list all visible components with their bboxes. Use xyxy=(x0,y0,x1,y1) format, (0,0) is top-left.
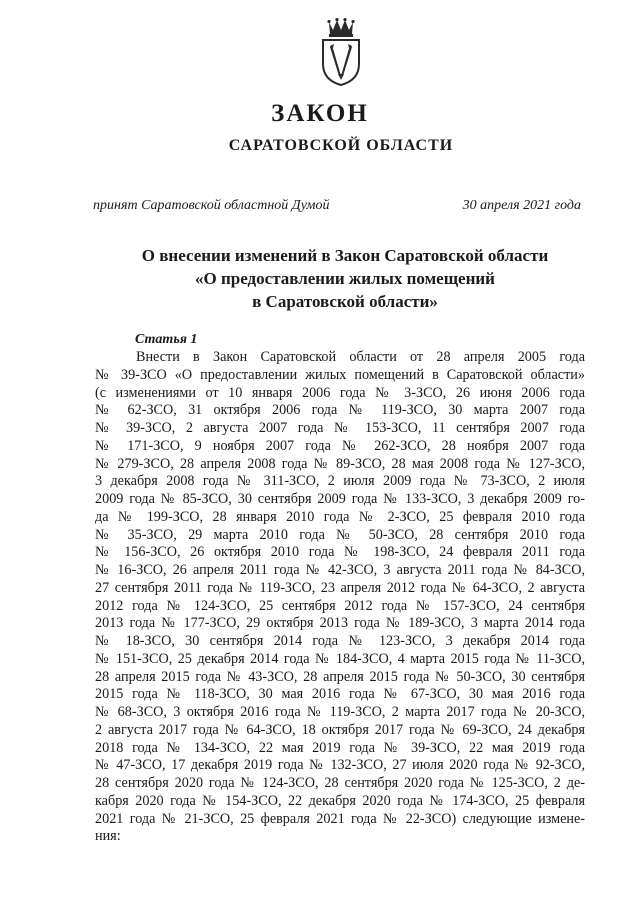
article-text-line: 28 сентября 2020 года № 124-ЗСО, 28 сентября 2020 года № 125-ЗСО, 2 де- xyxy=(95,775,585,791)
article-text-line: (с изменениями от 10 января 2006 года № 3-ЗСО, 26 июня 2006 года xyxy=(95,384,585,401)
article-text-line: 2009 года № 85-ЗСО, 30 сентября 2009 года № 133-ЗСО, 3 декабря 2009 го- xyxy=(95,491,585,507)
document-title-line: О внесении изменений в Закон Саратовской области xyxy=(141,246,549,265)
article-text-line: Внести в Закон Саратовской области от 28 апреля 2005 года xyxy=(136,349,585,365)
article-text-line: № 156-ЗСО, 26 октября 2010 года № 198-ЗСО, 24 февраля 2011 года xyxy=(95,544,585,561)
article-text-line: № 151-ЗСО, 25 декабря 2014 года № 184-ЗСО, 4 марта 2015 года № 11-ЗСО, xyxy=(95,650,585,667)
article-text-line: 2015 года № 118-ЗСО, 30 мая 2016 года № 67-ЗСО, 30 мая 2016 года xyxy=(95,686,585,703)
article-text-line: 27 сентября 2011 года № 119-ЗСО, 23 апреля 2012 года № 64-ЗСО, 2 августа xyxy=(95,579,585,596)
article-text-line: 2018 года № 134-ЗСО, 22 мая 2019 года № 39-ЗСО, 22 мая 2019 года xyxy=(95,739,585,756)
article-text-line: 2 августа 2017 года № 64-ЗСО, 18 октября 2017 года № 69-ЗСО, 24 декабря xyxy=(95,721,585,738)
article-text-line: № 279-ЗСО, 28 апреля 2008 года № 89-ЗСО, 28 мая 2008 года № 127-ЗСО, xyxy=(95,455,585,472)
article-text-line: кабря 2020 года № 154-ЗСО, 22 декабря 2020 года № 174-ЗСО, 25 февраля xyxy=(95,792,585,809)
document-title xyxy=(0,244,640,313)
adopted-by: принят Саратовской областной Думой xyxy=(93,198,330,213)
article-text-line: № 35-ЗСО, 29 марта 2010 года № 50-ЗСО, 28 сентября 2010 года xyxy=(95,526,585,543)
article-text-line: 2021 года № 21-ЗСО, 25 февраля 2021 года № 22-ЗСО) следующие измене- xyxy=(95,810,585,827)
article-text-line: № 16-ЗСО, 26 апреля 2011 года № 42-ЗСО, 3 августа 2011 года № 84-ЗСО, xyxy=(95,562,585,578)
adopted-date: 30 апреля 2021 года xyxy=(462,198,581,213)
saratov-coat-of-arms-icon xyxy=(319,18,363,86)
document-title-line: в Саратовской области» xyxy=(252,292,438,311)
document-title-line: «О предоставлении жилых помещений xyxy=(195,269,495,288)
article-text-line: 3 декабря 2008 года № 311-ЗСО, 2 июля 2009 года № 73-ЗСО, 2 июля xyxy=(95,473,585,490)
article-text-line: № 62-ЗСО, 31 октября 2006 года № 119-ЗСО, 30 марта 2007 года xyxy=(95,402,585,419)
article-text-line: 2013 года № 177-ЗСО, 29 октября 2013 года № 189-ЗСО, 3 марта 2014 года xyxy=(95,615,585,632)
article-text-line: № 68-ЗСО, 3 октября 2016 года № 119-ЗСО, 2 марта 2017 года № 20-ЗСО, xyxy=(95,704,585,720)
article-text-line: № 171-ЗСО, 9 ноября 2007 года № 262-ЗСО, 28 ноября 2007 года xyxy=(95,437,585,454)
article-body xyxy=(95,349,585,846)
article-text-line: 28 апреля 2015 года № 43-ЗСО, 28 апреля 2015 года № 50-ЗСО, 30 сентября xyxy=(95,668,585,685)
article-text-line: ния: xyxy=(95,828,121,845)
article-text-line: 2012 года № 124-ЗСО, 25 сентября 2012 года № 157-ЗСО, 24 сентября xyxy=(95,597,585,614)
article-text-line: да № 199-ЗСО, 28 января 2010 года № 2-ЗСО, 25 февраля 2010 года xyxy=(95,508,585,525)
article-heading: Статья 1 xyxy=(135,332,198,347)
article-text-line: № 39-ЗСО «О предоставлении жилых помещений в Саратовской области» xyxy=(95,366,585,383)
article-text-line: № 47-ЗСО, 17 декабря 2019 года № 132-ЗСО, 27 июля 2020 года № 92-ЗСО, xyxy=(95,757,585,774)
article-text-line: № 39-ЗСО, 2 августа 2007 года № 153-ЗСО, 11 сентября 2007 года xyxy=(95,420,585,436)
article-text-line: № 18-ЗСО, 30 сентября 2014 года № 123-ЗСО, 3 декабря 2014 года xyxy=(95,633,585,649)
law-title: ЗАКОН xyxy=(271,100,369,127)
law-subtitle: САРАТОВСКОЙ ОБЛАСТИ xyxy=(228,137,454,154)
